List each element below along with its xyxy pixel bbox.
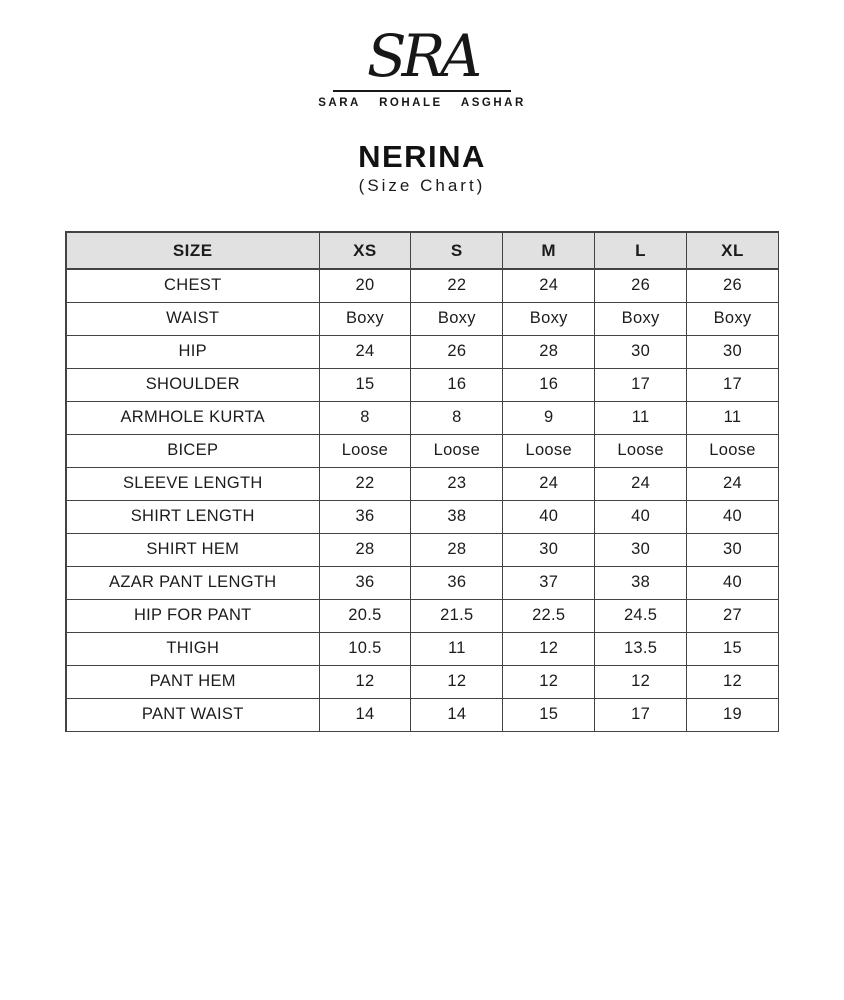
row-label: PANT HEM [66, 665, 319, 698]
column-header: XL [687, 232, 779, 269]
cell-value: Loose [411, 434, 503, 467]
brand-name: SARA ROHALE ASGHAR [318, 97, 526, 109]
row-label: HIP [66, 335, 319, 368]
cell-value: Loose [503, 434, 595, 467]
row-label: PANT WAIST [66, 698, 319, 731]
cell-value: 40 [503, 500, 595, 533]
cell-value: 36 [411, 566, 503, 599]
cell-value: 36 [319, 566, 411, 599]
cell-value: 28 [503, 335, 595, 368]
cell-value: 8 [411, 401, 503, 434]
cell-value: 26 [687, 269, 779, 302]
cell-value: Loose [687, 434, 779, 467]
cell-value: 30 [687, 335, 779, 368]
cell-value: 24 [319, 335, 411, 368]
cell-value: 38 [595, 566, 687, 599]
row-label: SHOULDER [66, 368, 319, 401]
cell-value: 22.5 [503, 599, 595, 632]
row-label: ARMHOLE KURTA [66, 401, 319, 434]
row-label: SHIRT LENGTH [66, 500, 319, 533]
table-row [66, 269, 779, 302]
cell-value: 14 [411, 698, 503, 731]
column-header: M [503, 232, 595, 269]
cell-value: 12 [503, 632, 595, 665]
row-label: SLEEVE LENGTH [66, 467, 319, 500]
table-row [66, 698, 779, 731]
cell-value: 19 [687, 698, 779, 731]
row-label: BICEP [66, 434, 319, 467]
cell-value: 21.5 [411, 599, 503, 632]
row-label: AZAR PANT LENGTH [66, 566, 319, 599]
cell-value: Boxy [411, 302, 503, 335]
table-row [66, 665, 779, 698]
cell-value: 9 [503, 401, 595, 434]
row-label: THIGH [66, 632, 319, 665]
cell-value: 15 [319, 368, 411, 401]
table-row [66, 566, 779, 599]
column-header: S [411, 232, 503, 269]
page-subtitle: (Size Chart) [358, 176, 486, 195]
size-chart-table [65, 231, 779, 732]
cell-value: 40 [595, 500, 687, 533]
table-row [66, 368, 779, 401]
table-row [66, 632, 779, 665]
cell-value: 24 [503, 467, 595, 500]
cell-value: Boxy [503, 302, 595, 335]
cell-value: 12 [687, 665, 779, 698]
page-title: NERINA [358, 139, 486, 174]
cell-value: Loose [595, 434, 687, 467]
cell-value: 14 [319, 698, 411, 731]
cell-value: 16 [411, 368, 503, 401]
table-row [66, 467, 779, 500]
table-row [66, 335, 779, 368]
cell-value: 40 [687, 566, 779, 599]
row-label: CHEST [66, 269, 319, 302]
cell-value: 30 [595, 533, 687, 566]
brand-rule-divider [333, 90, 511, 92]
cell-value: 26 [595, 269, 687, 302]
column-header-size: SIZE [66, 232, 319, 269]
cell-value: 11 [411, 632, 503, 665]
cell-value: 17 [687, 368, 779, 401]
cell-value: 23 [411, 467, 503, 500]
cell-value: 30 [503, 533, 595, 566]
cell-value: 24.5 [595, 599, 687, 632]
cell-value: 15 [503, 698, 595, 731]
cell-value: 15 [687, 632, 779, 665]
cell-value: 28 [411, 533, 503, 566]
cell-value: 20.5 [319, 599, 411, 632]
cell-value: 40 [687, 500, 779, 533]
cell-value: 12 [595, 665, 687, 698]
row-label: HIP FOR PANT [66, 599, 319, 632]
cell-value: 13.5 [595, 632, 687, 665]
table-row [66, 434, 779, 467]
cell-value: 17 [595, 368, 687, 401]
brand-logo [0, 0, 844, 109]
cell-value: 12 [503, 665, 595, 698]
table-row [66, 599, 779, 632]
cell-value: 11 [687, 401, 779, 434]
header-row [66, 232, 779, 269]
cell-value: Boxy [687, 302, 779, 335]
cell-value: 8 [319, 401, 411, 434]
cell-value: 37 [503, 566, 595, 599]
table-row [66, 500, 779, 533]
size-chart-body [66, 269, 779, 731]
table-row [66, 302, 779, 335]
cell-value: 24 [687, 467, 779, 500]
table-row [66, 533, 779, 566]
cell-value: 26 [411, 335, 503, 368]
cell-value: 12 [411, 665, 503, 698]
cell-value: 20 [319, 269, 411, 302]
row-label: WAIST [66, 302, 319, 335]
cell-value: 30 [687, 533, 779, 566]
cell-value: Boxy [595, 302, 687, 335]
cell-value: 27 [687, 599, 779, 632]
cell-value: 16 [503, 368, 595, 401]
column-header: L [595, 232, 687, 269]
cell-value: 24 [503, 269, 595, 302]
cell-value: 24 [595, 467, 687, 500]
cell-value: 38 [411, 500, 503, 533]
cell-value: 36 [319, 500, 411, 533]
table-row [66, 401, 779, 434]
column-header: XS [319, 232, 411, 269]
cell-value: 10.5 [319, 632, 411, 665]
cell-value: 22 [319, 467, 411, 500]
cell-value: 17 [595, 698, 687, 731]
cell-value: 30 [595, 335, 687, 368]
row-label: SHIRT HEM [66, 533, 319, 566]
brand-monogram: SRA [366, 22, 478, 90]
cell-value: 11 [595, 401, 687, 434]
cell-value: Loose [319, 434, 411, 467]
cell-value: 12 [319, 665, 411, 698]
cell-value: Boxy [319, 302, 411, 335]
cell-value: 22 [411, 269, 503, 302]
cell-value: 28 [319, 533, 411, 566]
